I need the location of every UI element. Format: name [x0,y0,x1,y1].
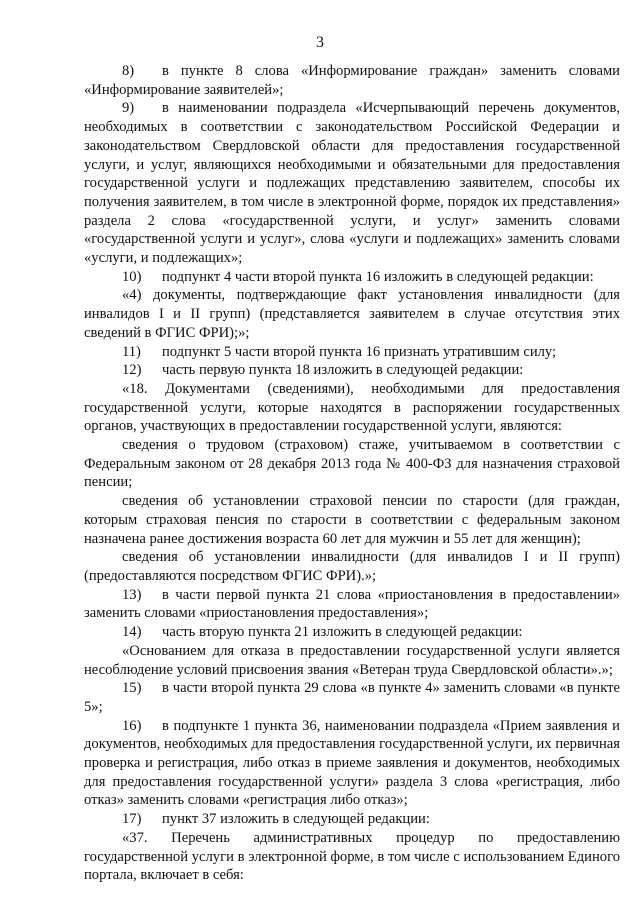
paragraph-item-11 [84,343,620,362]
item-number: 15) [122,680,142,697]
paragraph-quote-4 [84,286,620,342]
paragraph-text: часть первую пункта 18 изложить в следующей редакции: [162,362,524,379]
paragraph-item-14 [84,623,620,642]
paragraph-quote-18 [84,380,620,436]
paragraph-text: сведения об установлении страховой пенсии по старости (для граждан, которым страховая пенсия по старости в соответствии с федеральным законом назначена ранее достижения возраста 60 лет для мужчин и 55 лет для женщин); [84,493,620,547]
item-number: 8) [122,63,135,79]
item-number: 16) [122,717,142,734]
paragraph-item-9 [84,99,620,267]
paragraph-item-15 [84,679,620,716]
paragraph-item-8 [84,62,620,99]
paragraph-text: сведения о трудовом (страховом) стаже, учитываемом в соответствии с Федеральным законом от 28 декабря 2013 года № 400-ФЗ для назначения страховой пенсии; [84,437,620,491]
paragraph-disability [84,548,620,585]
paragraph-labor-record [84,436,620,492]
paragraph-refusal-basis [84,642,620,679]
item-number: 9) [122,100,135,117]
paragraph-text: в части второй пункта 29 слова «в пункте 4» заменить словами «в пункте 5»; [84,680,620,715]
paragraph-item-12 [84,361,620,380]
paragraph-text: «4) документы, подтверждающие факт установления инвалидности (для инвалидов I и II групп) (представляется заявителем в случае отсутствия этих сведений в ФГИС ФРИ);»; [84,287,620,341]
paragraph-pension [84,492,620,548]
item-number: 13) [122,586,142,603]
paragraph-item-17 [84,810,620,829]
paragraph-item-13 [84,586,620,623]
paragraph-text: «Основанием для отказа в предоставлении государственной услуги является несоблюдение условий присвоения звания «Ветеран труда Свердловской области».»; [84,642,620,678]
paragraph-text: пункт 37 изложить в следующей редакции: [162,811,430,828]
paragraph-text: «37. Перечень административных процедур по предоставлению государственной услуги в электронной форме, в том числе с использованием Единого портала, включает в себя: [84,829,620,884]
item-number: 17) [122,811,142,828]
page-number: 3 [316,34,324,51]
item-number: 11) [122,343,141,360]
paragraph-text: в наименовании подраздела «Исчерпывающий перечень документов, необходимых в соответствии с законодательством Российской Федерации и законодательством Свердловской области для предоставления государственной услуги, и услуг, являющихся необходимыми и обязательными для предоставления государственной услуги и подлежащих представлению заявителем, способы их получения заявителем, в том числе в электронной форме, порядок их представления» раздела 2 слова «государственной услуги, и услуг» заменить словами «государственной услуги и услуг», слова «услуги и подлежащих» заменить словами «услуги, и подлежащих»; [84,100,620,267]
paragraph-text: подпункт 5 части второй пункта 16 признать утратившим силу; [162,343,557,360]
paragraph-item-16 [84,717,620,811]
document-body [84,62,620,885]
paragraph-text: часть вторую пункта 21 изложить в следующей редакции: [162,624,523,641]
paragraph-quote-37 [84,829,620,885]
paragraph-text: в пункте 8 слова «Информирование граждан» заменить словами «Информирование заявителей»; [84,63,620,98]
paragraph-item-10 [84,268,620,287]
paragraph-text: в части первой пункта 21 слова «приостановления в предоставлении» заменить словами «приостановления предоставления»; [84,586,620,622]
item-number: 12) [122,362,142,379]
item-number: 14) [122,624,142,641]
paragraph-text: в подпункте 1 пункта 36, наименовании подраздела «Прием заявления и документов, необходимых для предоставления государственной услуги, их первичная проверка и регистрация, либо отказ в приеме заявления и документов, необходимых для предоставления государственной услуги» раздела 3 слова «регистрация, либо отказ» заменить словами «регистрация либо отказ»; [84,717,620,809]
item-number: 10) [122,268,142,285]
paragraph-text: подпункт 4 части второй пункта 16 изложить в следующей редакции: [162,268,594,285]
paragraph-text: «18. Документами (сведениями), необходимыми для предоставления государственной услуги, которые находятся в распоряжении государственных органов, участвующих в предоставлении государственной услуги, являются: [84,380,620,435]
paragraph-text: сведения об установлении инвалидности (для инвалидов I и II групп) (предоставляются посредством ФГИС ФРИ).»; [84,549,620,584]
